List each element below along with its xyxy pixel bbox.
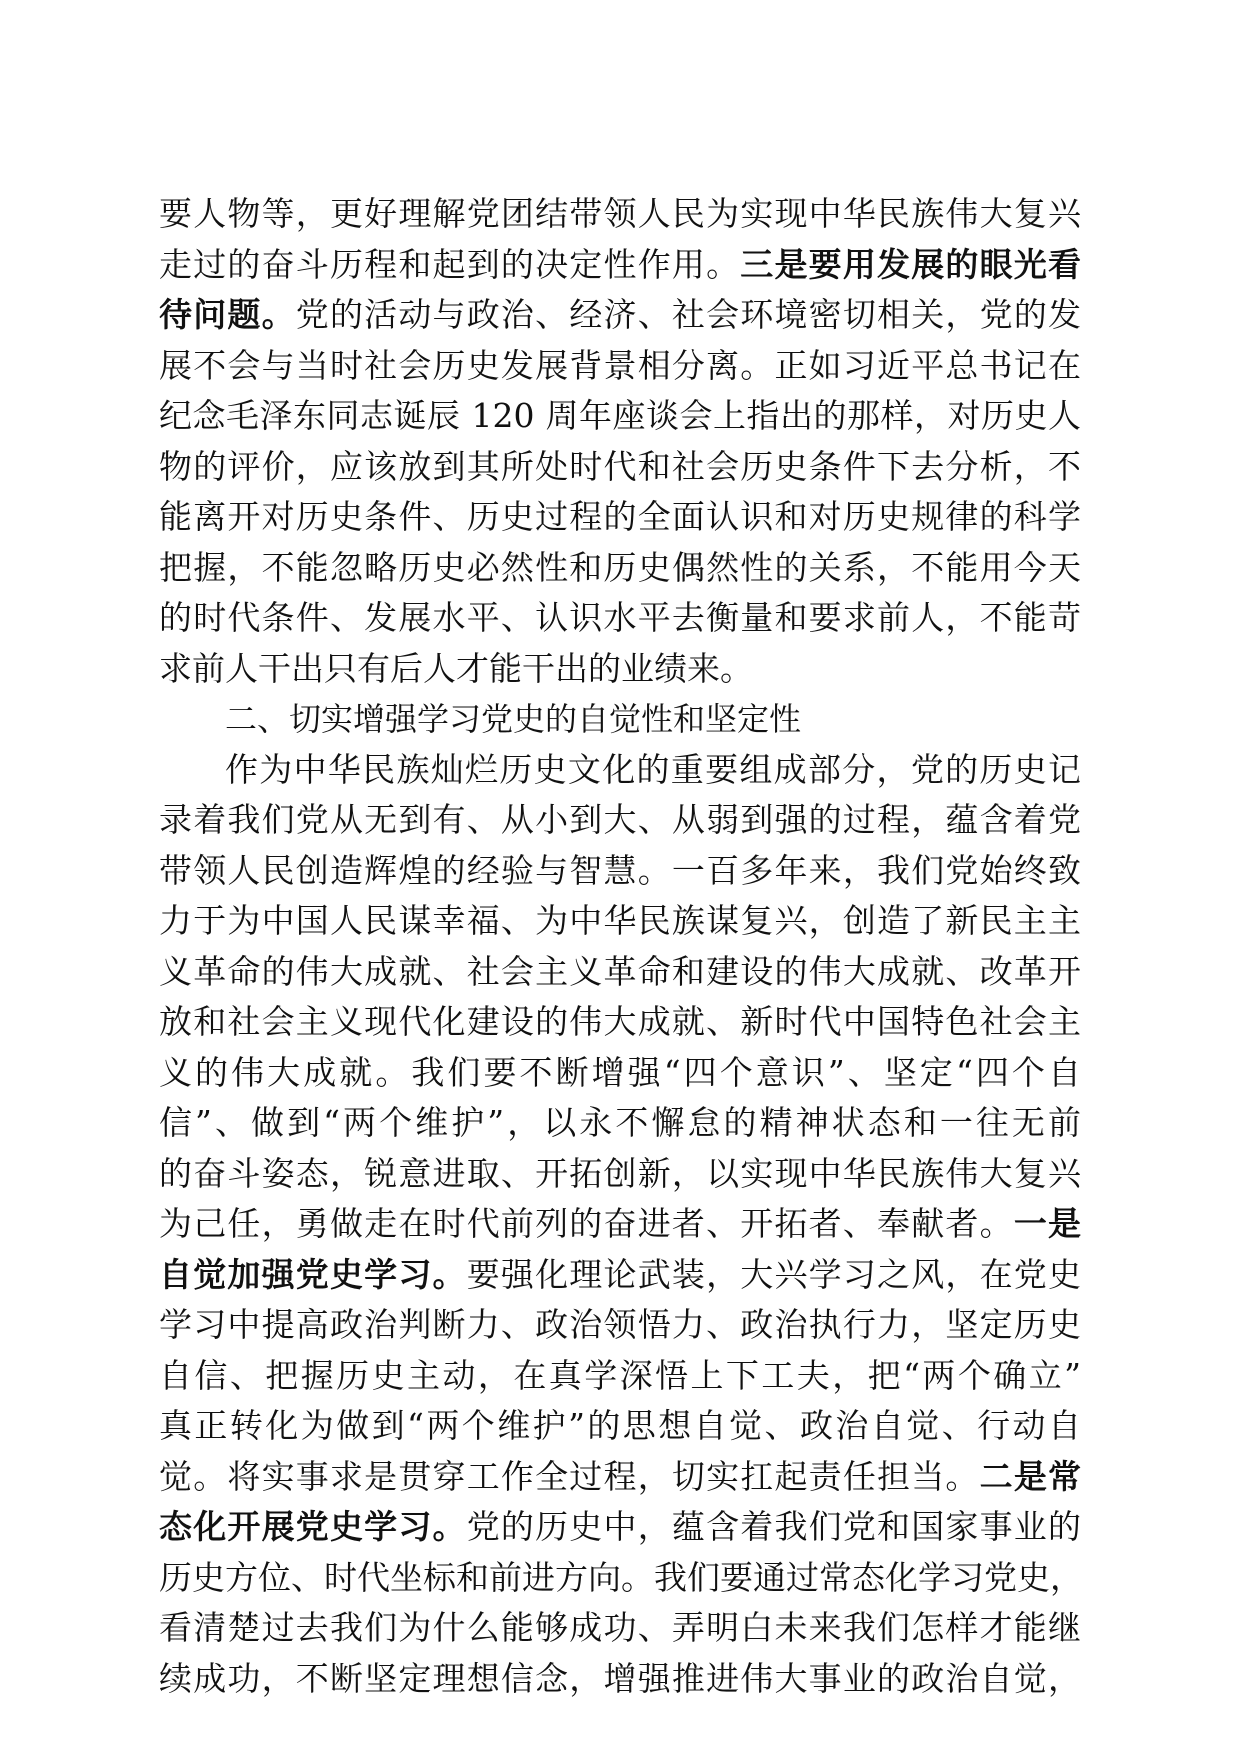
- text-segment: 二、切实增强学习党史的自觉性和坚定性: [225, 700, 802, 738]
- text-line: [159, 1048, 1081, 1099]
- text-line: [159, 1149, 1081, 1200]
- text-line: [159, 341, 1081, 392]
- text-line: [159, 1553, 1081, 1604]
- text-line: [159, 947, 1081, 998]
- text-segment: 能离开对历史条件、历史过程的全面认识和对历史规律的科学: [159, 497, 1081, 536]
- text-segment: 求前人干出只有后人才能干出的业绩来。: [159, 648, 753, 688]
- text-segment: 为己任，勇做走在时代前列的奋进者、开拓者、奉献者。: [159, 1204, 1014, 1243]
- text-segment: 党的活动与政治、经济、社会环境密切相关，党的发: [295, 295, 1082, 334]
- text-segment: 的时代条件、发展水平、认识水平去衡量和要求前人，不能苛: [159, 598, 1081, 637]
- text-line: [159, 290, 1081, 341]
- text-line: [159, 795, 1081, 846]
- text-segment: 把握，不能忽略历史必然性和历史偶然性的关系，不能用今天: [159, 547, 1081, 587]
- text-line: [159, 492, 1081, 543]
- text-line: [159, 391, 1081, 442]
- text-segment: 义的伟大成就。我们要不断增强“四个意识”、坚定“四个自: [159, 1052, 1081, 1092]
- text-segment: 的奋斗姿态，锐意进取、开拓创新，以实现中华民族伟大复兴: [159, 1153, 1081, 1193]
- text-line: [159, 189, 1081, 240]
- text-line: [159, 543, 1081, 594]
- text-segment: 放和社会主义现代化建设的伟大成就、新时代中国特色社会主: [159, 1002, 1081, 1041]
- text-line: [159, 997, 1081, 1048]
- text-line: [159, 1300, 1081, 1351]
- text-line: [159, 1401, 1081, 1452]
- document-body: [159, 189, 1081, 1704]
- text-segment: 力于为中国人民谋幸福、为中华民族谋复兴，创造了新民主主: [159, 901, 1081, 940]
- text-line: [159, 1603, 1081, 1654]
- text-segment: 纪念毛泽东同志诞辰 120 周年座谈会上指出的那样，对历史人: [159, 396, 1081, 435]
- text-line: [159, 1199, 1081, 1250]
- text-segment: 要强化理论武装，大兴学习之风，在党史: [466, 1254, 1082, 1294]
- text-line: [159, 644, 1081, 695]
- text-segment: 真正转化为做到“两个维护”的思想自觉、政治自觉、行动自: [159, 1406, 1081, 1445]
- text-segment: 自信、把握历史主动，在真学深悟上下工夫，把“两个确立”: [159, 1355, 1081, 1395]
- text-segment: 信”、做到“两个维护”，以永不懈怠的精神状态和一往无前: [159, 1103, 1081, 1142]
- text-segment: 续成功，不断坚定理想信念，增强推进伟大事业的政治自觉，: [159, 1658, 1081, 1698]
- text-line: [159, 593, 1081, 644]
- text-segment: 走过的奋斗历程和起到的决定性作用。: [159, 244, 741, 284]
- text-line: [159, 1098, 1081, 1149]
- bold-phrase: 待问题。: [159, 295, 296, 334]
- text-line: [159, 240, 1081, 291]
- bold-phrase: 一是: [1013, 1204, 1082, 1243]
- text-line: [159, 1654, 1081, 1705]
- text-segment: 看清楚过去我们为什么能够成功、弄明白未来我们怎样才能继: [159, 1608, 1081, 1647]
- text-segment: 物的评价，应该放到其所处时代和社会历史条件下去分析，不: [159, 446, 1081, 486]
- text-line: [159, 1452, 1081, 1503]
- text-segment: 要人物等，更好理解党团结带领人民为实现中华民族伟大复兴: [159, 194, 1081, 233]
- text-segment: 带领人民创造辉煌的经验与智慧。一百多年来，我们党始终致: [159, 850, 1081, 890]
- bold-phrase: 态化开展党史学习。: [159, 1507, 467, 1546]
- text-segment: 展不会与当时社会历史发展背景相分离。正如习近平总书记在: [159, 345, 1081, 385]
- text-line: [159, 896, 1081, 947]
- text-segment: 录着我们党从无到有、从小到大、从弱到强的过程，蕴含着党: [159, 800, 1081, 839]
- text-line: [159, 846, 1081, 897]
- text-segment: 作为中华民族灿烂历史文化的重要组成部分，党的历史记: [225, 749, 1081, 789]
- text-segment: 学习中提高政治判断力、政治领悟力、政治执行力，坚定历史: [159, 1305, 1081, 1344]
- section-heading: [159, 694, 1081, 745]
- text-segment: 义革命的伟大成就、社会主义革命和建设的伟大成就、改革开: [159, 951, 1081, 991]
- text-line: [159, 442, 1081, 493]
- text-line: [159, 745, 1081, 796]
- text-line: [159, 1351, 1081, 1402]
- bold-phrase: 三是要用发展的眼光看: [740, 244, 1082, 284]
- bold-phrase: 二是常: [979, 1456, 1082, 1496]
- text-segment: 觉。将实事求是贯穿工作全过程，切实扛起责任担当。: [159, 1456, 980, 1496]
- bold-phrase: 自觉加强党史学习。: [159, 1254, 467, 1294]
- text-segment: 历史方位、时代坐标和前进方向。我们要通过常态化学习党史，: [159, 1557, 1083, 1597]
- text-line: [159, 1250, 1081, 1301]
- text-segment: 党的历史中，蕴含着我们党和国家事业的: [466, 1507, 1082, 1546]
- text-line: [159, 1502, 1081, 1553]
